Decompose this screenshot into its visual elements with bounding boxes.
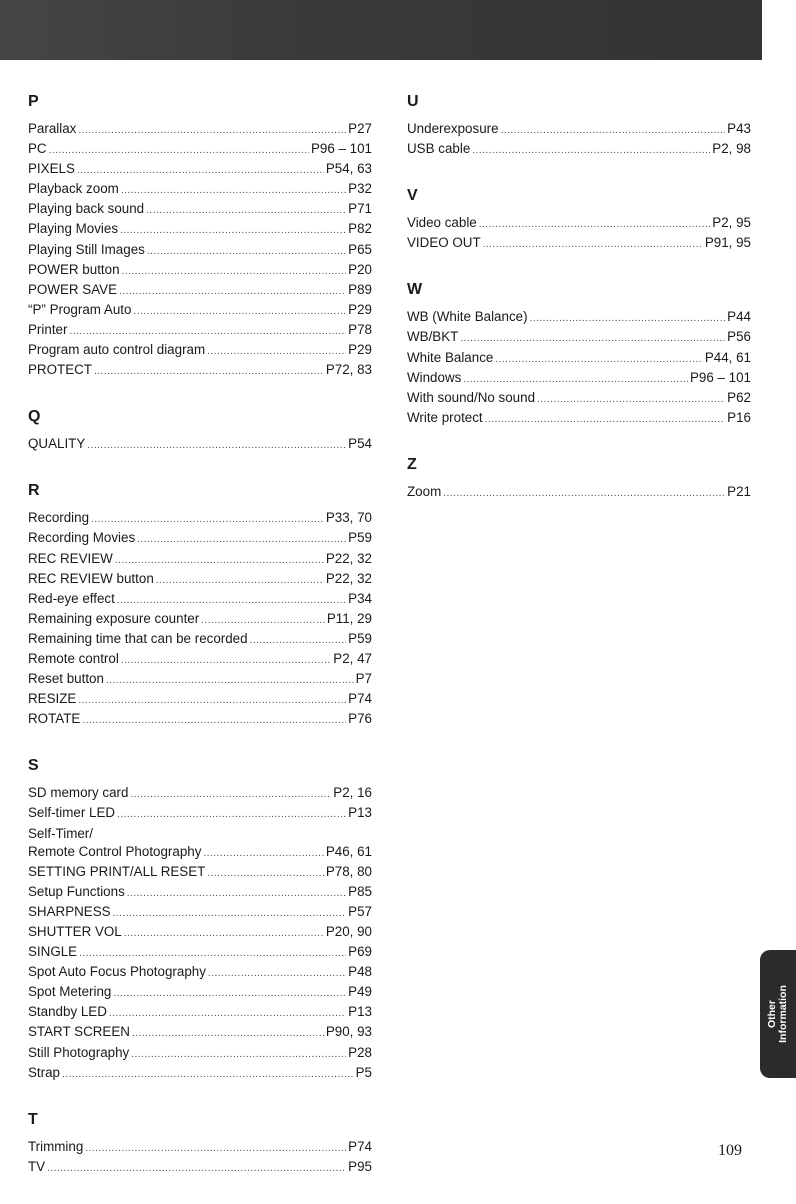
index-term: USB cable [407,141,471,157]
dot-leader [82,712,346,730]
index-page-ref: P74 [348,1138,372,1154]
index-term: PIXELS [28,161,75,177]
index-entry [28,825,372,843]
index-page-ref: P54 [348,436,372,452]
dot-leader [443,485,725,503]
index-page-ref: P56 [727,329,751,345]
section-letter: W [407,281,423,299]
index-entry [28,843,372,863]
dot-leader [115,552,324,570]
index-entry [28,1003,372,1023]
index-entry [407,234,751,254]
index-term: QUALITY [28,436,86,452]
index-entry [28,120,372,140]
index-entry [28,1064,372,1084]
index-term: VIDEO OUT [407,235,481,251]
index-term: Red-eye effect [28,590,115,606]
index-column-left [28,92,372,1204]
index-entry [28,140,372,160]
section-letter: T [28,1110,38,1128]
index-page-ref: P44 [727,309,751,325]
index-page-ref: P48 [348,964,372,980]
section-letter: R [28,482,40,500]
index-term: RESIZE [28,691,77,707]
index-term: Zoom [407,483,442,499]
index-term: Still Photography [28,1044,130,1060]
index-term: PC [28,141,47,157]
dot-leader [109,1005,346,1023]
index-entry [28,509,372,529]
index-page-ref: P95 [348,1158,372,1174]
index-entry [28,301,372,321]
dot-leader [79,945,346,963]
dot-leader [530,310,726,328]
index-term: REC REVIEW [28,550,113,566]
index-page-ref: P20 [348,261,372,277]
index-page-ref: P96 – 101 [310,141,372,157]
index-entry [28,1158,372,1178]
dot-leader [132,1025,324,1043]
dot-leader [130,786,331,804]
dot-leader [119,283,346,301]
index-page-ref: P76 [348,711,372,727]
index-term: Underexposure [407,121,499,136]
index-page-ref: P29 [348,301,372,317]
index-page-ref: P34 [348,590,372,606]
dot-leader [207,865,323,883]
index-term: POWER SAVE [28,281,118,297]
index-entry [28,529,372,549]
index-section-q [28,407,372,455]
section-letter: U [407,93,419,110]
dot-leader [483,236,703,254]
header-band [0,0,762,60]
index-term: Program auto control diagram [28,342,206,358]
dot-leader [460,330,725,348]
index-entry [28,784,372,804]
index-entry [28,281,372,301]
section-tab-other-information [760,950,796,1078]
dot-leader [47,1160,346,1178]
index-page-ref: P22, 32 [325,570,372,586]
index-entry [28,690,372,710]
index-entry [28,220,372,240]
index-entry [28,435,372,455]
index-entry [28,160,372,180]
dot-leader [106,672,354,690]
index-page-ref: P16 [727,409,751,425]
index-page-ref: P90, 93 [325,1024,372,1040]
index-entry [28,200,372,220]
index-entry [28,883,372,903]
index-section-u [407,92,751,160]
index-entry [407,120,751,140]
index-page-ref: P43 [727,121,751,136]
section-letter: S [28,757,39,775]
index-column-right [407,92,751,529]
index-entry [28,1023,372,1043]
index-term: Trimming [28,1138,84,1154]
index-page-ref: P59 [348,530,372,546]
index-entry [28,590,372,610]
index-page-ref: P74 [348,691,372,707]
dot-leader [250,632,347,650]
index-term: Remote control [28,650,119,666]
dot-leader [85,1140,346,1158]
dot-leader [117,806,346,824]
index-term: Self-timer LED [28,805,116,821]
index-term: TV [28,1158,46,1174]
index-entry [407,349,751,369]
index-entry [407,328,751,348]
index-term: SD memory card [28,785,129,801]
index-page-ref: P91, 95 [704,235,751,251]
dot-leader [485,411,726,429]
index-term: Strap [28,1064,61,1080]
index-entry [28,670,372,690]
index-term: Setup Functions [28,883,125,899]
index-term: SINGLE [28,944,78,960]
dot-leader [62,1066,354,1084]
index-entry [28,710,372,730]
index-section-s [28,756,372,1083]
index-term: SETTING PRINT/ALL RESET [28,863,206,879]
dot-leader [133,303,346,321]
index-page-ref: P57 [348,903,372,919]
index-term: Remaining time that can be recorded [28,630,248,646]
index-term: REC REVIEW button [28,570,154,586]
dot-leader [78,122,346,140]
index-term: Recording Movies [28,530,136,546]
section-letter: Q [28,408,41,426]
page-number: 109 [718,1142,742,1159]
index-term: Self-Timer/ [28,825,93,841]
index-entry [407,483,751,503]
index-entry [28,341,372,361]
dot-leader [124,925,324,943]
index-page-ref: P46, 61 [325,843,372,859]
index-term: Reset button [28,671,104,687]
dot-leader [207,343,346,361]
index-section-v [407,186,751,254]
index-term: PROTECT [28,362,92,378]
index-term: Recording [28,510,90,526]
dot-leader [146,202,346,220]
index-page-ref: P21 [727,483,751,499]
section-tab-line1: Other [766,1000,778,1029]
index-term: START SCREEN [28,1024,130,1040]
index-entry [28,963,372,983]
dot-leader [137,531,346,549]
index-section-z [407,455,751,503]
dot-leader [472,142,710,160]
index-term: Spot Metering [28,984,112,1000]
index-page-ref: P29 [348,342,372,358]
dot-leader [156,572,324,590]
index-term: White Balance [407,349,494,365]
index-entry [407,389,751,409]
index-entry [28,943,372,963]
index-term: With sound/No sound [407,389,536,405]
index-entry [28,1138,372,1158]
index-term: POWER button [28,261,120,277]
section-letter: P [28,93,39,110]
index-page-ref: P72, 83 [325,362,372,378]
dot-leader [77,162,324,180]
index-page-ref: P2, 47 [333,650,372,666]
index-page-ref: P85 [348,883,372,899]
index-entry [28,903,372,923]
dot-leader [121,652,331,670]
index-section-w [407,280,751,429]
index-term: Windows [407,369,462,385]
index-page-ref: P22, 32 [325,550,372,566]
dot-leader [69,323,346,341]
index-page-ref: P11, 29 [326,610,372,626]
index-term: Write protect [407,409,483,425]
index-page-ref: P96 – 101 [689,369,751,385]
index-page-ref: P69 [348,944,372,960]
index-section-p [28,92,372,381]
dot-leader [537,391,725,409]
index-entry [407,409,751,429]
dot-leader [495,351,702,369]
section-tab-label [767,985,789,1043]
index-entry [28,550,372,570]
index-entry [28,241,372,261]
index-page-ref: P33, 70 [325,510,372,526]
index-term: “P” Program Auto [28,301,132,317]
index-entry [407,214,751,234]
index-term: Playing Still Images [28,241,145,257]
index-term: Spot Auto Focus Photography [28,964,206,980]
index-term: SHUTTER VOL [28,924,122,939]
index-section-r [28,481,372,730]
index-term: WB/BKT [407,329,459,345]
index-entry [28,630,372,650]
index-term: Standby LED [28,1004,107,1020]
index-entry [28,261,372,281]
index-entry [28,863,372,883]
section-letter: Z [407,455,417,473]
index-entry [28,180,372,200]
index-page-ref: P65 [348,241,372,257]
index-term: Playback zoom [28,181,119,197]
index-page-ref: P2, 16 [333,785,372,801]
index-term: Playing back sound [28,201,145,217]
dot-leader [479,216,711,234]
index-page-ref: P82 [348,221,372,237]
section-letter: V [407,187,418,205]
dot-leader [117,592,346,610]
dot-leader [113,985,346,1003]
index-term: Printer [28,321,68,337]
dot-leader [121,182,346,200]
dot-leader [501,122,726,140]
index-page-ref: P44, 61 [704,349,751,365]
index-page-ref: P78, 80 [325,863,372,879]
index-entry [28,321,372,341]
index-term: WB (White Balance) [407,309,528,325]
dot-leader [87,437,346,455]
dot-leader [131,1046,346,1064]
index-entry [28,923,372,943]
index-page-ref: P13 [348,805,372,821]
index-entry [28,1044,372,1064]
index-entry [28,983,372,1003]
index-section-t [28,1110,372,1178]
dot-leader [94,363,324,381]
index-page-ref: P71 [348,201,372,217]
index-page-ref: P89 [348,281,372,297]
index-term: Remaining exposure counter [28,610,200,626]
index-entry [28,610,372,630]
index-entry [407,308,751,328]
index-entry [407,140,751,160]
dot-leader [201,612,325,630]
index-term: Playing Movies [28,221,119,237]
index-page-ref: P49 [348,984,372,1000]
index-page-ref: P78 [348,321,372,337]
index-page-ref: P2, 95 [712,215,751,231]
index-page-ref: P5 [355,1064,372,1080]
dot-leader [147,243,346,261]
dot-leader [463,371,688,389]
index-entry [28,361,372,381]
dot-leader [122,263,347,281]
index-term: Video cable [407,215,477,231]
index-entry [28,570,372,590]
dot-leader [203,845,323,863]
index-page-ref: P2, 98 [712,141,751,157]
index-entry [407,369,751,389]
dot-leader [208,965,346,983]
index-page-ref: P32 [348,181,372,197]
index-term: Parallax [28,121,77,136]
index-entry [28,650,372,670]
dot-leader [127,885,346,903]
index-page-ref: P54, 63 [325,161,372,177]
dot-leader [91,511,324,529]
index-page-ref: P27 [348,121,372,136]
index-term: SHARPNESS [28,903,111,919]
index-page-ref: P28 [348,1044,372,1060]
index-term: Remote Control Photography [28,843,202,859]
index-page-ref: P59 [348,630,372,646]
index-page-ref: P20, 90 [325,924,372,939]
index-entry [28,804,372,824]
section-tab-line2: Information [777,985,789,1043]
dot-leader [113,905,347,923]
index-page-ref: P62 [727,389,751,405]
index-page-ref: P13 [348,1004,372,1020]
dot-leader [78,692,346,710]
index-term: ROTATE [28,711,81,727]
dot-leader [120,222,346,240]
dot-leader [49,142,309,160]
index-page-ref: P7 [355,671,372,687]
